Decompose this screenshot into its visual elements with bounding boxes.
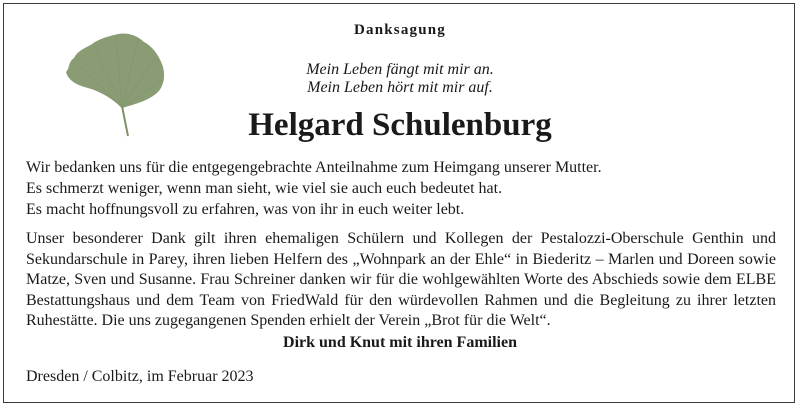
thanks-line: Es schmerzt weniger, wenn man sieht, wie viel sie auch euch bedeutet hat. xyxy=(26,180,503,197)
place-date: Dresden / Colbitz, im Februar 2023 xyxy=(26,368,254,385)
motto-line: Mein Leben fängt mit mir an. xyxy=(306,61,494,78)
thanks-paragraph xyxy=(26,157,776,220)
motto-line: Mein Leben hört mit mir auf. xyxy=(307,79,493,96)
motto xyxy=(0,61,800,97)
notice-heading: Danksagung xyxy=(353,22,447,38)
special-thanks-paragraph: Unser besonderer Dank gilt ihren ehemaligen Schülern und Kollegen der Pestalozzi-Oberschule Genthin und Sekundarschule in Parey, ihren lieben Helfern des „Wohnpark an der Ehle“ in Biederitz – Marlen und Doreen sowie Matze, Sven und Susanne. Frau Schreiner danken wir für die wohlgewählten Worte des Abschieds sowie dem ELBE Bestattungshaus und dem Team von FriedWald für den würdevollen Rahmen und die Begleitung zu ihrer letzten Ruhestätte. Die uns zugegangenen Spenden erhielt der Verein „Brot für die Welt“. xyxy=(26,230,776,329)
deceased-name: Helgard Schulenburg xyxy=(248,107,552,143)
signers: Dirk und Knut mit ihren Familien xyxy=(283,334,517,351)
thanks-line: Es macht hoffnungsvoll zu erfahren, was von ihr in euch weiter lebt. xyxy=(26,201,465,218)
thanks-line: Wir bedanken uns für die entgegengebrachte Anteilnahme zum Heimgang unserer Mutter. xyxy=(26,159,602,176)
